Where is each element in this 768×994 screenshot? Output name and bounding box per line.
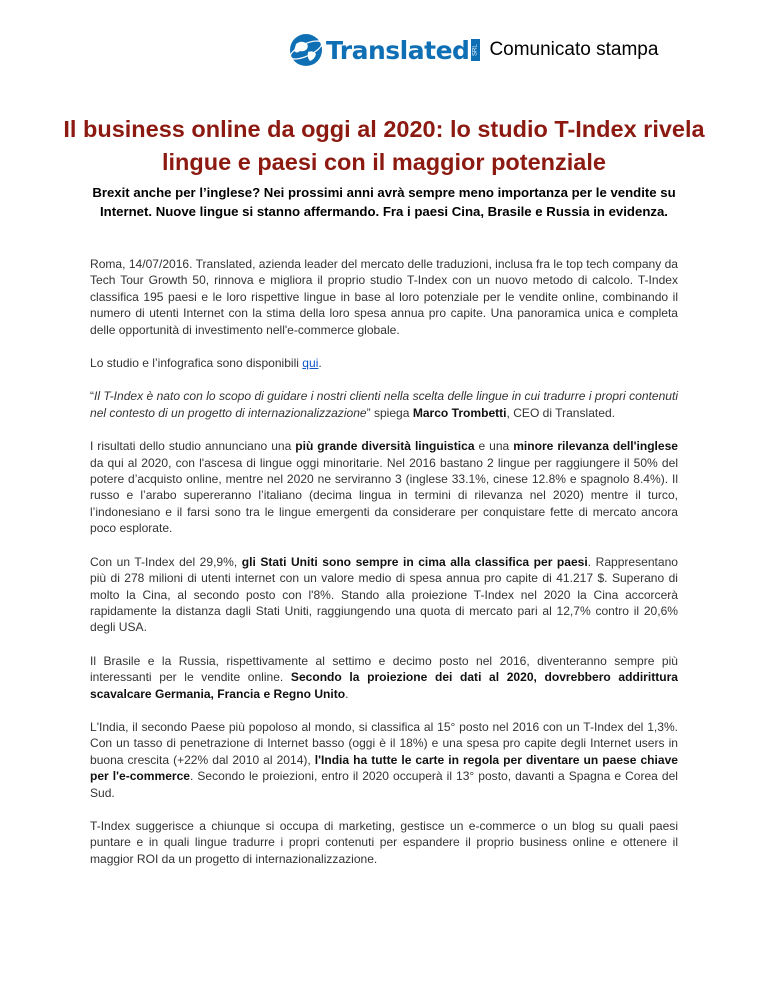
paragraph-link-text: Lo studio e l’infografica sono disponibili [90,356,303,371]
logo-text: Translated [326,35,470,65]
quote-open: “ [90,389,95,404]
page-title: Il business online da oggi al 2020: lo studio T-Index rivela lingue e paesi con il maggior potenziale [63,116,705,175]
text-span: e una [474,439,514,454]
logo-tag: SRL [471,39,480,61]
paragraph-languages [90,438,678,536]
header [288,32,658,68]
text-span: . Secondo le proiezioni, entro il 2020 occuperà il 13° posto, davanti a Spagna e Corea del Sud. [90,769,678,800]
text-span: . [345,686,349,701]
quote-end: , CEO di Translated. [506,405,616,420]
quote-author: Marco Trombetti [412,405,507,420]
text-span: . Rappresentano più di 278 milioni di utenti internet con un valore medio di spesa annua pro capite di 41.217 $. Superano di molto la Cina, al secondo posto con l'8%. Stando alla proiezione T-Index nel 2020 la Cina accorcerà rapidamente la distanza dagli Stati Uniti, raggiungendo una quota di mercato pari al 12,7% contro il 20,6% degli USA. [90,554,679,635]
bold-span: gli Stati Uniti sono sempre in cima alla classifica per paesi [241,554,588,569]
bold-span: Secondo la proiezione dei dati al 2020, dovrebbero addirittura scavalcare Germania, Francia e Regno Unito [90,670,678,701]
bold-span: l'India ha tutte le carte in regola per diventare un paese chiave per l'e-commerce [90,752,678,784]
paragraph-india [90,719,678,801]
paragraph-link [90,355,678,371]
article-body [90,256,678,884]
globe-logo-icon [288,32,324,68]
paragraph-intro: Roma, 14/07/2016. Translated, azienda leader del mercato delle traduzioni, inclusa fra le top tech company da Tech Tour Growth 50, rinnova e migliora il proprio studio T-Index con un nuovo metodo di calcolo. T-Index classifica 195 paesi e le loro rispettive lingue in base al loro potenziale per le vendite online, combinando il numero di utenti Internet con la stima della loro spesa annua pro capite. Una panoramica unica e completa delle opportunità di investimento nell'e-commerce globale. [90,257,678,337]
study-link[interactable]: qui [302,356,319,371]
text-span: Con un T-Index del 29,9%, [90,554,242,569]
bold-span: minore rilevanza dell'inglese [513,439,678,454]
subtitle: Brexit anche per l’inglese? Nei prossimi anni avrà sempre meno importanza per le vendite su Internet. Nuove lingue si stanno affermando. Fra i paesi Cina, Brasile e Russia in evidenza. [92,185,676,219]
paragraph-link-end: . [318,356,322,371]
quote-mid: ” spiega [366,405,413,420]
text-span: I risultati dello studio annunciano una [90,439,296,454]
paragraph-closing: T-Index suggerisce a chiunque si occupa di marketing, gestisce un e-commerce o un blog su quali paesi puntare e in quali lingue tradurre i propri contenuti per espandere il proprio business online e ottenere il maggior ROI da un progetto di internazionalizzazione. [90,818,678,866]
paragraph-brazil-russia [90,653,678,702]
header-label: Comunicato stampa [489,39,659,60]
text-span: Il Brasile e la Russia, rispettivamente al settimo e decimo posto nel 2016, diventeranno sempre più interessanti per le vendite online. [90,653,678,685]
bold-span: più grande diversità linguistica [295,439,475,454]
text-span: L'India, il secondo Paese più popoloso al mondo, si classifica al 15° posto nel 2016 con un T-Index del 1,3%. Con un tasso di penetrazione di Internet basso (oggi è il 18%) e una spesa pro capite degli Internet users in buona crescita (+22% dal 2010 al 2014), [90,719,678,767]
paragraph-quote [90,388,678,421]
quote-text: Il T-Index è nato con lo scopo di guidare i nostri clienti nella scelta delle lingue in cui tradurre i propri contenuti nel contesto di un progetto di internazionalizzazione [90,389,678,420]
paragraph-usa [90,554,678,636]
text-span: da qui al 2020, con l'ascesa di lingue oggi minoritarie. Nel 2016 bastano 2 lingue per raggiungere il 50% del potere d’acquisto online, mentre nel 2020 ne serviranno 3 (inglese 33.1%, cinese 12.8% e spagnolo 8.4%). Il russo e l’arabo supereranno l’italiano (decima lingua in termini di rilevanza nel 2020) mentre il turco, l’indonesiano e il farsi sono tra le lingue emergenti da considerare per conquistare fette di mercato ancora poco esplorate. [90,455,678,536]
